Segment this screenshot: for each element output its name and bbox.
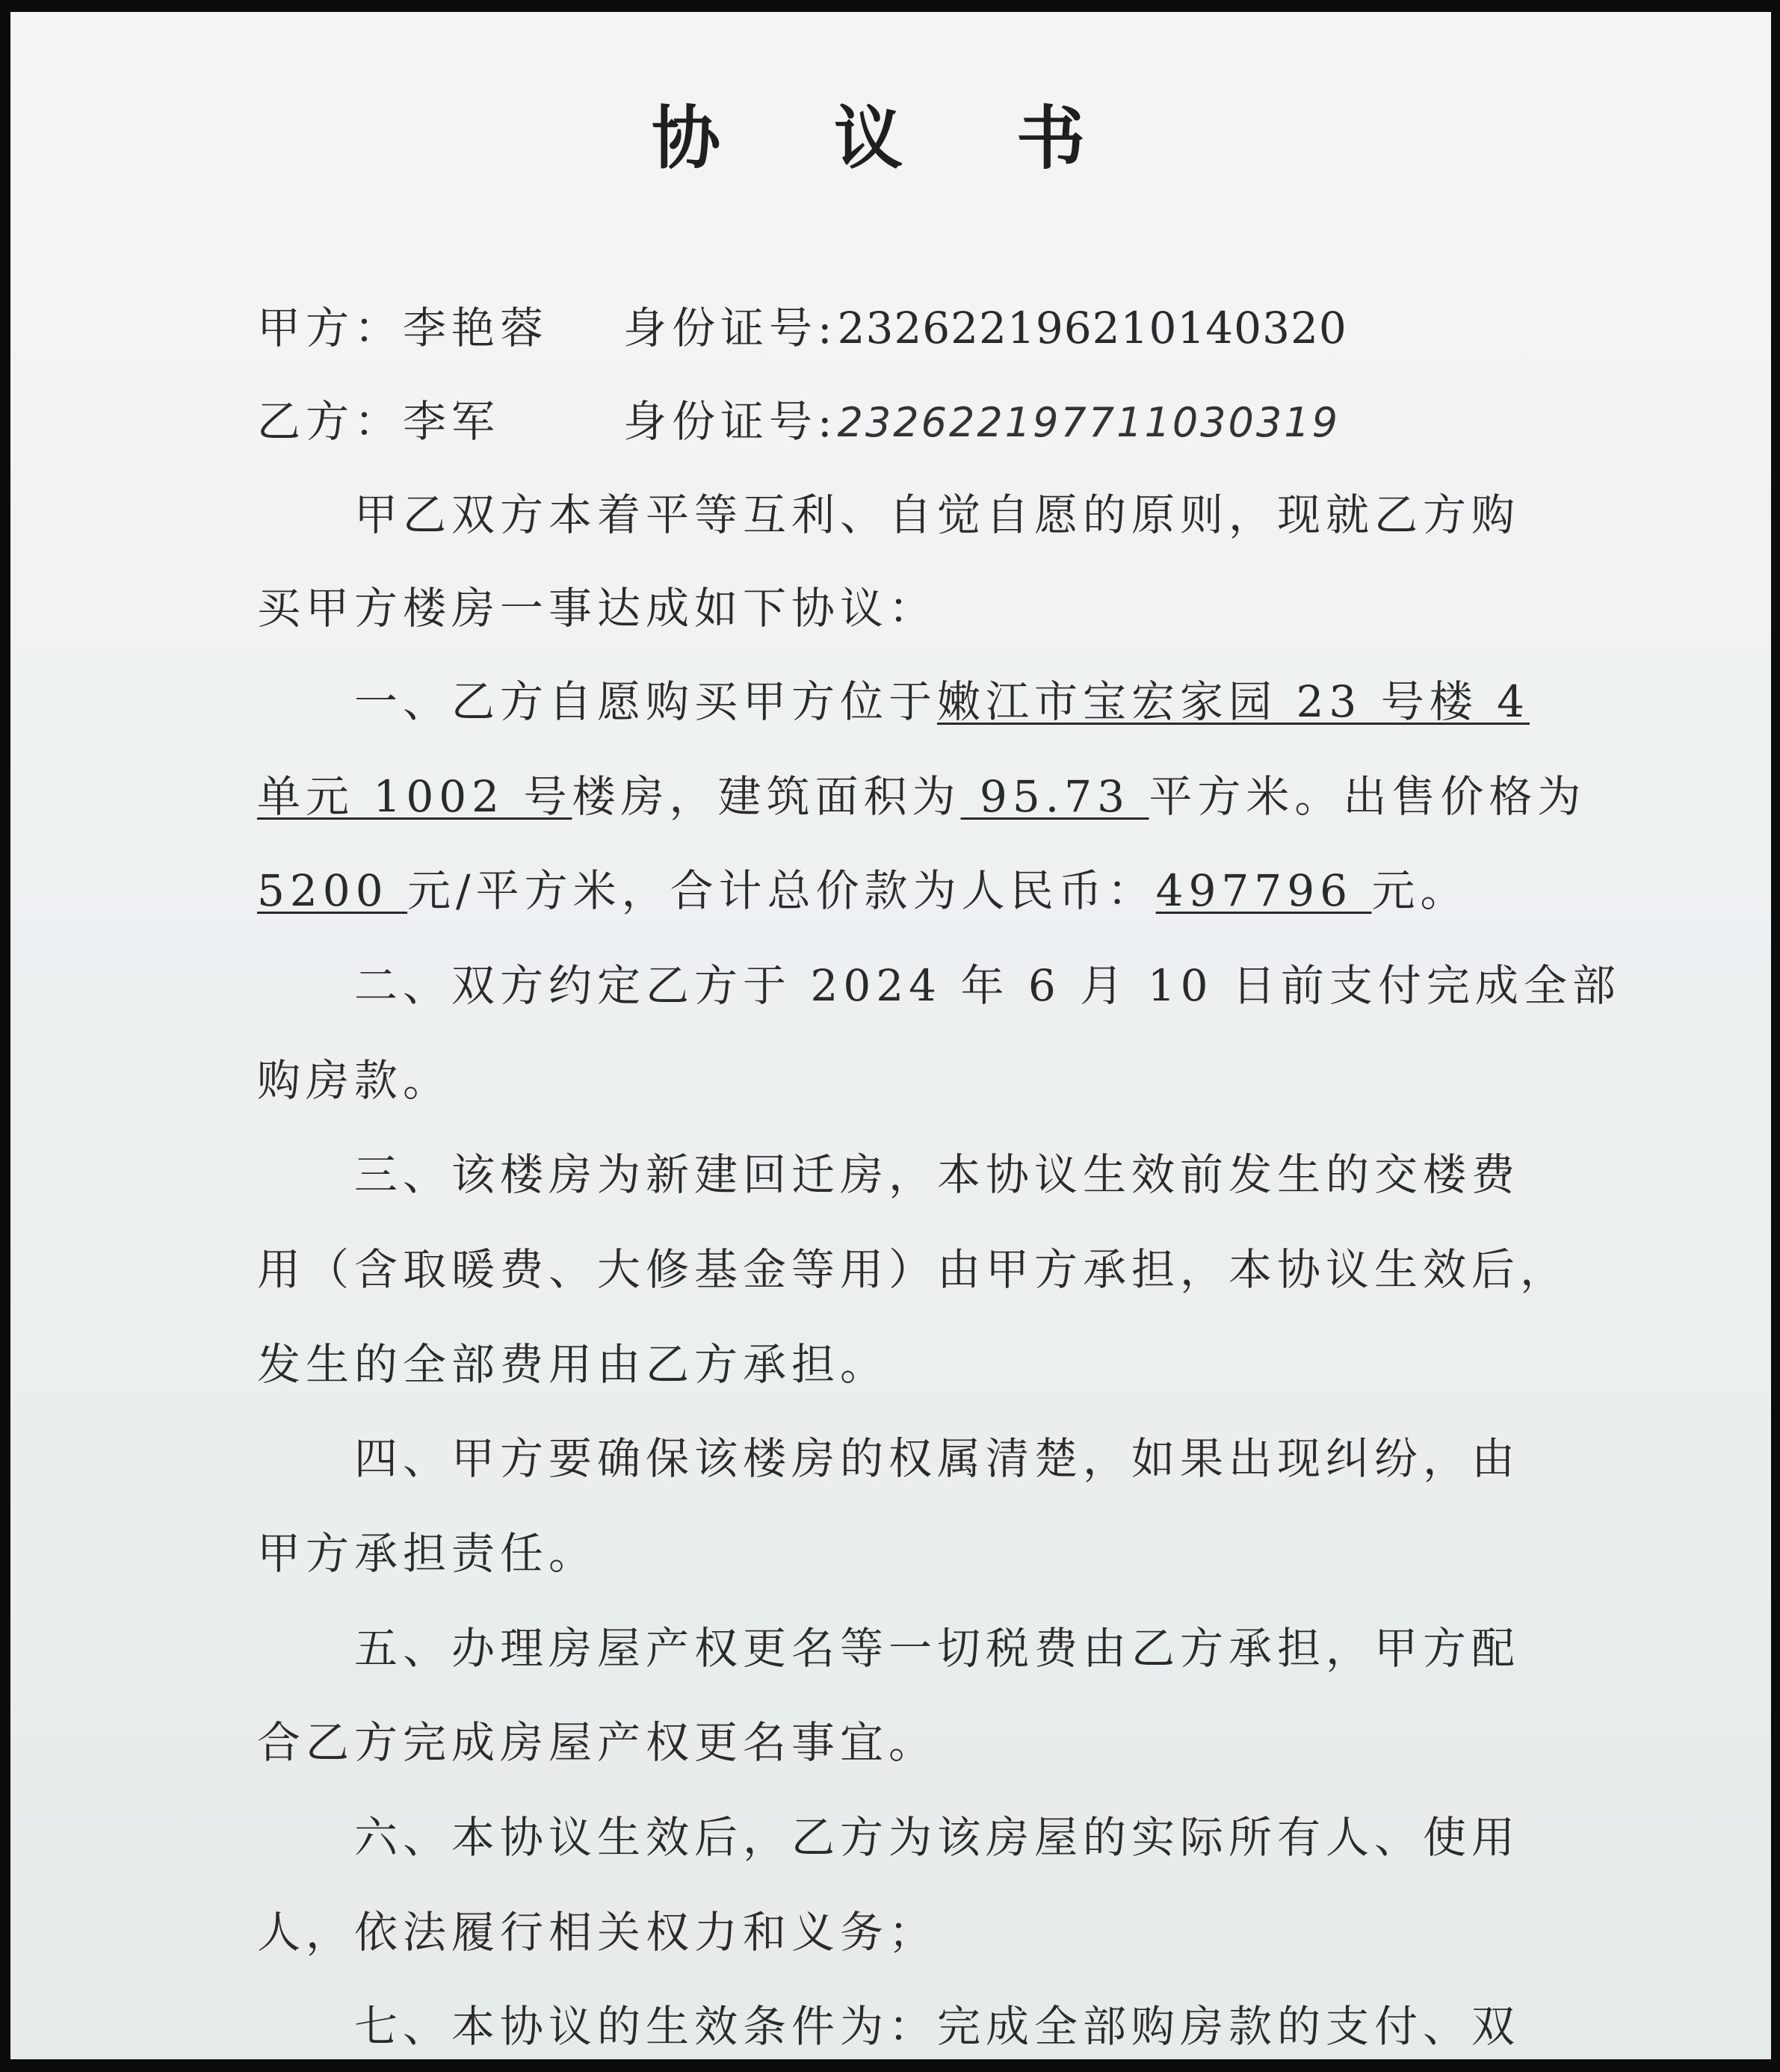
clause-7-line-1: 七、本协议的生效条件为：完成全部购房款的支付、双 [354,2001,1521,2052]
building-area: 95.73 [960,771,1149,822]
clause-3-line-3: 发生的全部费用由乙方承担。 [257,1339,889,1390]
area-label: 楼房，建筑面积为 [572,771,961,822]
party-b-id-field [623,393,1340,451]
clause-1-line-2 [257,768,1586,825]
party-b-row [257,393,1340,450]
agreement-page [10,12,1771,2059]
clause-4-line-1: 四、甲方要确保该楼房的权属清楚，如果出现纠纷，由 [354,1433,1521,1484]
party-a-name: 李艳蓉 [403,303,549,353]
unit-price: 5200 [257,865,408,916]
total-label: 元/平方米，合计总价款为人民币： [407,865,1156,916]
clause-3-line-2: 用（含取暖费、大修基金等用）由甲方承担，本协议生效后， [257,1244,1569,1295]
clause-5-line-2: 合乙方完成房屋产权更名事宜。 [257,1717,938,1768]
total-price: 497796 [1155,865,1372,916]
clause-2-line-1: 二、双方约定乙方于 2024 年 6 月 10 日前支付完成全部 [354,960,1621,1011]
party-b-name: 李军 [403,396,501,447]
clause-1-line-3 [257,862,1468,919]
intro-line-2: 买甲方楼房一事达成如下协议： [257,583,938,634]
total-unit: 元。 [1371,865,1469,916]
party-a-id-field [623,300,1347,356]
property-address-part1: 嫩江市宝宏家园 23 号楼 4 [937,676,1530,727]
intro-line-1: 甲乙双方本着平等互利、自觉自愿的原则，现就乙方购 [354,489,1521,540]
clause-5-line-1: 五、办理房屋产权更名等一切税费由乙方承担，甲方配 [354,1623,1521,1674]
party-a-label: 甲方： [257,303,404,353]
clause-3-line-1: 三、该楼房为新建回迁房，本协议生效前发生的交楼费 [354,1149,1521,1200]
clause-6-line-2: 人，依法履行相关权力和义务； [257,1907,938,1958]
clause-4-line-2: 甲方承担责任。 [257,1528,598,1579]
clause-6-line-1: 六、本协议生效后，乙方为该房屋的实际所有人、使用 [354,1812,1521,1863]
party-b-id-label: 身份证号: [623,396,838,447]
property-address-part2: 单元 1002 号 [257,771,572,822]
party-a-row [257,300,1347,356]
clause-1-text: 一、乙方自愿购买甲方位于 [354,676,938,727]
party-a-id-number: 232622196210140320 [837,303,1347,353]
price-label: 平方米。出售价格为 [1149,771,1586,822]
party-a-id-label: 身份证号: [623,303,838,353]
party-b-label: 乙方： [257,396,404,447]
document-title: 协 议 书 [651,99,1131,179]
clause-1-line-1 [354,673,1530,730]
party-b-id-handwritten: 232622197711030319 [837,399,1340,446]
clause-2-line-2: 购房款。 [257,1055,452,1106]
